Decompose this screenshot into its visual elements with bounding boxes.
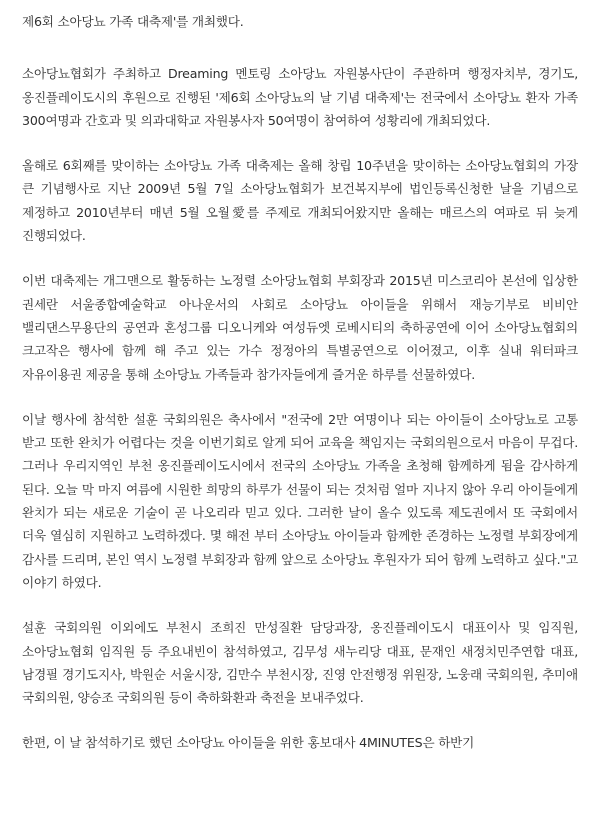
article-heading: 제6회 소아당뇨 가족 대축제'를 개최했다. xyxy=(22,14,244,29)
article-paragraph-1: 소아당뇨협회가 주최하고 Dreaming 멘토링 소아당뇨 자원봉사단이 주관하며 행정자치부, 경기도, 옹진플레이도시의 후원으로 진행된 '제6회 소아당뇨의 날 기념 대축제'는 전국에서 소아당뇨 환자 가족 300여명과 간호과 및 의과대학교 자원봉사자 50여명이 참여하여 성황리에 개최되었다. xyxy=(22,66,578,128)
article-paragraph-5: 설훈 국회의원 이외에도 부천시 조희진 만성질환 담당과장, 옹진플레이도시 대표이사 및 임직원, 소아당뇨협회 임직원 등 주요내빈이 참석하였고, 김무성 새누리당 대표, 문재인 새정치민주연합 대표, 남경필 경기도지사, 박원순 서울시장, 김만수 부천시장, 진영 안전행정 위원장, 노웅래 국회의원, 추미애 국회의원, 양승조 국회의원 등이 축하화환과 축전을 보내주었다. xyxy=(22,620,578,706)
article-paragraph-trailing: 한편, 이 날 참석하기로 했던 소아당뇨 아이들을 위한 홍보대사 4MINUTES은 하반기 xyxy=(22,735,475,751)
article-paragraph-2: 올해로 6회째를 맞이하는 소아당뇨 가족 대축제는 올해 창립 10주년을 맞이하는 소아당뇨협회의 가장 큰 기념행사로 지난 2009년 5월 7일 소아당뇨협회가 보건복지부에 법인등록신청한 날을 기념으로 제정하고 2010년부터 매년 5월 오월愛를 주제로 개최되어왔지만 올해는 매르스의 여파로 뒤 늦게 진행되었다. xyxy=(22,158,578,244)
article-paragraph-4: 이날 행사에 참석한 설훈 국회의원은 축사에서 "전국에 2만 여명이나 되는 아이들이 소아당뇨로 고통 받고 또한 완치가 어렵다는 것을 이번기회로 알게 되어 교육을 책임지는 국회의원으로서 마음이 무겁다. 그러나 우리지역인 부천 옹진플레이도시에서 전국의 소아당뇨 가족을 초청해 함께하게 됨을 감사하게 된다. 오늘 막 마지 여름에 시원한 희망의 하루가 선물이 되는 것처럼 얼마 지나지 않아 우리 아이들에게 완치가 되는 새로운 기술이 곧 나오리라 믿고 있다. 그러한 날이 올수 있도록 제도권에서 또 국회에서 더욱 열심히 지원하고 노력하겠다. 몇 해전 부터 소아당뇨 아이들과 함께한 존경하는 노정렬 부회장에게 감사를 드리며, 본인 역시 노정렬 부회장과 함께 앞으로 소아당뇨 후원자가 되어 함께 노력하고 싶다."고 이야기 하였다. xyxy=(22,411,578,590)
article-paragraph-3: 이번 대축제는 개그맨으로 활동하는 노정렬 소아당뇨협회 부회장과 2015년 미스코리아 본선에 입상한 권세란 서울종합예술학교 아나운서의 사회로 소아당뇨 아이들을 위해서 재능기부로 비비안 밸리댄스무용단의 공연과 혼성그룹 디오니케와 여성듀엣 로베시티의 축하공연에 이어 소아당뇨협회의 크고작은 행사에 함께 해 주고 있는 가수 정정아의 특별공연으로 이어졌고, 이후 실내 워터파크 자유이용권 제공을 통해 소아당뇨 가족들과 참가자들에게 즐거운 하루를 선물하였다. xyxy=(22,273,578,382)
